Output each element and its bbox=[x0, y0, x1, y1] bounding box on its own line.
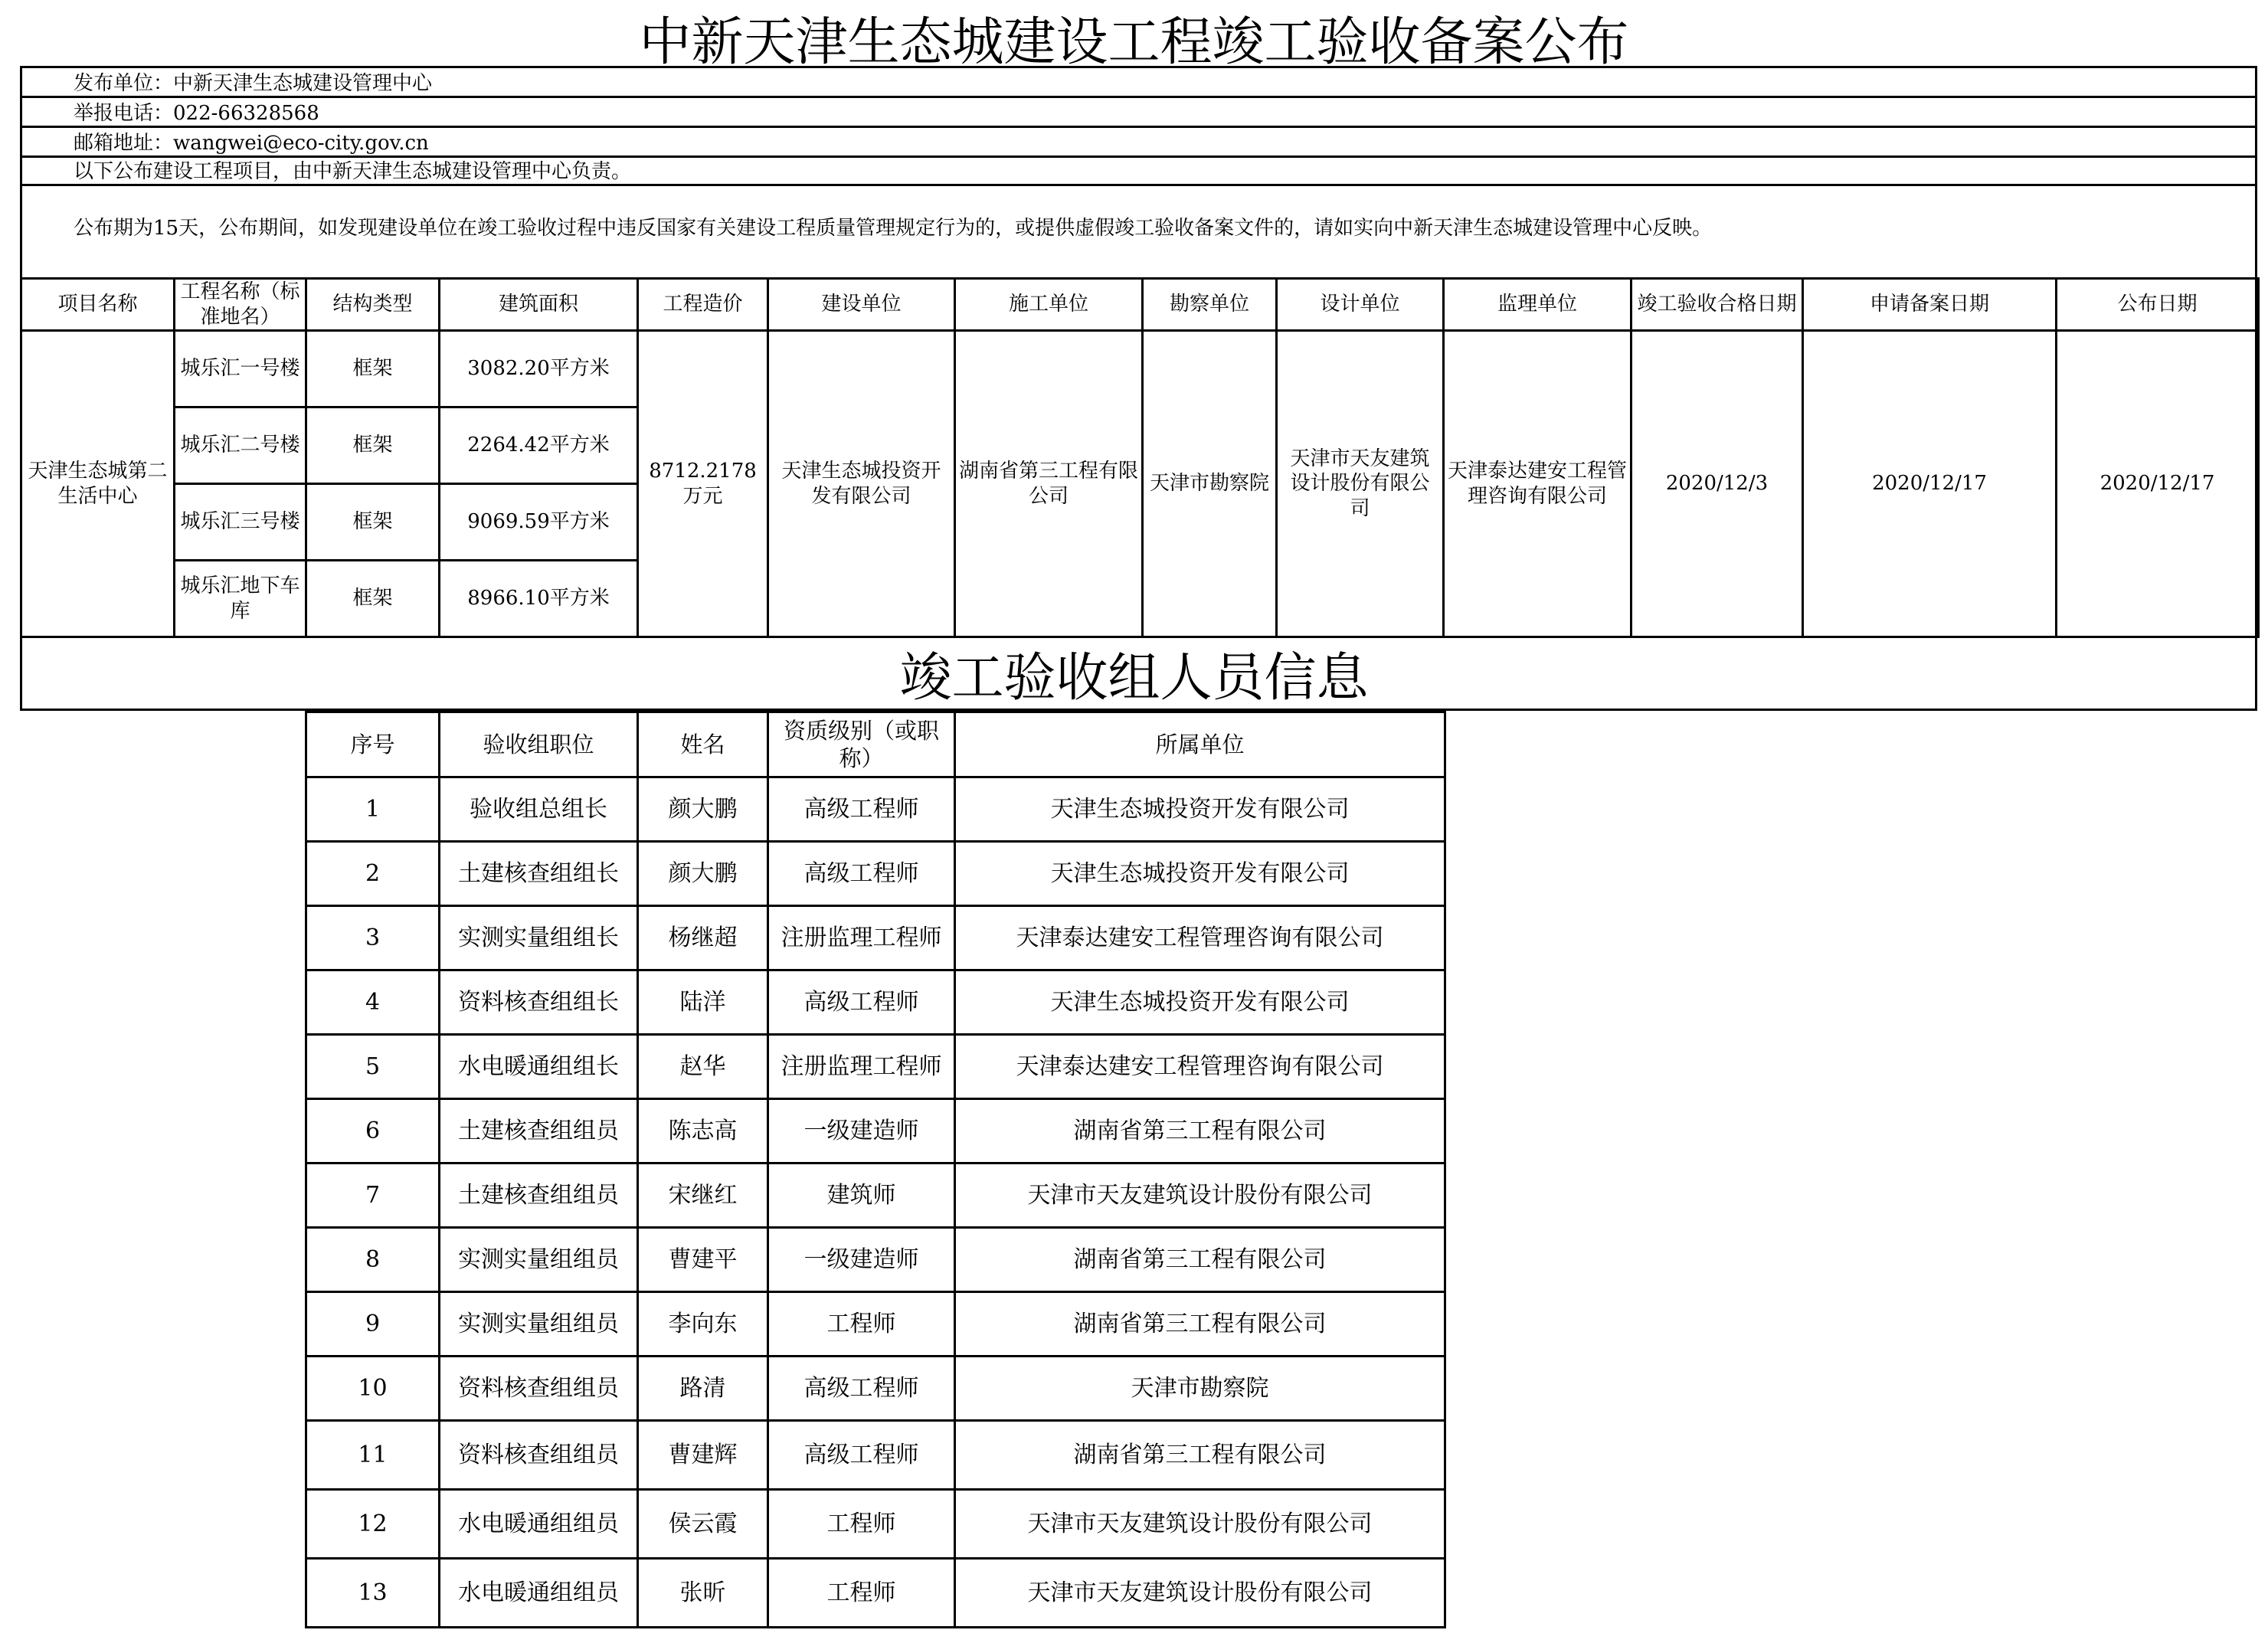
name-cell: 陆洋 bbox=[638, 970, 768, 1035]
staff-header-row bbox=[306, 712, 1445, 777]
position-cell: 水电暖通组组员 bbox=[440, 1490, 638, 1559]
divider bbox=[20, 126, 2257, 128]
filing-date-cell: 2020/12/17 bbox=[1803, 331, 2057, 637]
staff-table bbox=[305, 711, 1446, 1628]
organization-cell: 湖南省第三工程有限公司 bbox=[955, 1292, 1445, 1357]
header-cell: 勘察单位 bbox=[1143, 279, 1277, 331]
organization-cell: 天津市勘察院 bbox=[955, 1357, 1445, 1421]
header-cell: 建筑面积 bbox=[440, 279, 638, 331]
index-cell: 9 bbox=[306, 1292, 440, 1357]
structure-cell: 框架 bbox=[306, 407, 440, 484]
building-name-cell: 城乐汇地下车库 bbox=[175, 561, 306, 637]
index-cell: 4 bbox=[306, 970, 440, 1035]
staff-row bbox=[306, 970, 1445, 1035]
building-name-cell: 城乐汇一号楼 bbox=[175, 331, 306, 407]
organization-cell: 天津市天友建筑设计股份有限公司 bbox=[955, 1164, 1445, 1228]
divider bbox=[20, 96, 2257, 98]
position-cell: 资料核查组组员 bbox=[440, 1357, 638, 1421]
organization-cell: 天津市天友建筑设计股份有限公司 bbox=[955, 1559, 1445, 1628]
header-cell: 工程造价 bbox=[638, 279, 768, 331]
position-cell: 土建核查组组长 bbox=[440, 842, 638, 906]
cost-cell: 8712.2178万元 bbox=[638, 331, 768, 637]
staff-row bbox=[306, 1421, 1445, 1490]
area-cell: 3082.20平方米 bbox=[440, 331, 638, 407]
qualification-cell: 工程师 bbox=[768, 1490, 955, 1559]
staff-row bbox=[306, 1099, 1445, 1164]
name-cell: 侯云霞 bbox=[638, 1490, 768, 1559]
qualification-cell: 建筑师 bbox=[768, 1164, 955, 1228]
building-name-cell: 城乐汇三号楼 bbox=[175, 484, 306, 561]
publish-date-cell: 2020/12/17 bbox=[2057, 331, 2259, 637]
name-cell: 路清 bbox=[638, 1357, 768, 1421]
name-cell: 曹建辉 bbox=[638, 1421, 768, 1490]
header-cell: 公布日期 bbox=[2057, 279, 2259, 331]
project-header-row bbox=[21, 279, 2259, 331]
header-cell: 设计单位 bbox=[1277, 279, 1444, 331]
publisher-line: 发布单位：中新天津生态城建设管理中心 bbox=[74, 72, 433, 95]
staff-row bbox=[306, 1292, 1445, 1357]
staff-row bbox=[306, 777, 1445, 842]
building-name-cell: 城乐汇二号楼 bbox=[175, 407, 306, 484]
area-cell: 8966.10平方米 bbox=[440, 561, 638, 637]
header-cell: 建设单位 bbox=[768, 279, 955, 331]
qualification-cell: 注册监理工程师 bbox=[768, 1035, 955, 1099]
builder-cell: 天津生态城投资开发有限公司 bbox=[768, 331, 955, 637]
organization-cell: 湖南省第三工程有限公司 bbox=[955, 1421, 1445, 1490]
header-cell: 施工单位 bbox=[955, 279, 1143, 331]
index-cell: 12 bbox=[306, 1490, 440, 1559]
contractor-cell: 湖南省第三工程有限公司 bbox=[955, 331, 1143, 637]
structure-cell: 框架 bbox=[306, 484, 440, 561]
notice-text: 公布期为15天，公布期间，如发现建设单位在竣工验收过程中违反国家有关建设工程质量管理规定行为的，或提供虚假竣工验收备案文件的，请如实向中新天津生态城建设管理中心反映。 bbox=[74, 217, 1713, 240]
staff-row bbox=[306, 1228, 1445, 1292]
staff-row bbox=[306, 1490, 1445, 1559]
organization-cell: 天津生态城投资开发有限公司 bbox=[955, 777, 1445, 842]
header-cell: 序号 bbox=[306, 712, 440, 777]
qualification-cell: 高级工程师 bbox=[768, 842, 955, 906]
qualification-cell: 工程师 bbox=[768, 1292, 955, 1357]
qualification-cell: 一级建造师 bbox=[768, 1228, 955, 1292]
index-cell: 13 bbox=[306, 1559, 440, 1628]
acceptance-date-cell: 2020/12/3 bbox=[1631, 331, 1803, 637]
qualification-cell: 高级工程师 bbox=[768, 1357, 955, 1421]
header-cell: 工程名称（标准地名） bbox=[175, 279, 306, 331]
qualification-cell: 高级工程师 bbox=[768, 970, 955, 1035]
position-cell: 实测实量组组员 bbox=[440, 1292, 638, 1357]
structure-cell: 框架 bbox=[306, 331, 440, 407]
header-cell: 资质级别（或职称） bbox=[768, 712, 955, 777]
page-title: 中新天津生态城建设工程竣工验收备案公布 bbox=[639, 12, 1629, 73]
index-cell: 6 bbox=[306, 1099, 440, 1164]
staff-row bbox=[306, 1035, 1445, 1099]
divider bbox=[20, 155, 2257, 158]
staff-row bbox=[306, 1164, 1445, 1228]
project-table bbox=[20, 277, 2260, 638]
name-cell: 曹建平 bbox=[638, 1228, 768, 1292]
name-cell: 李向东 bbox=[638, 1292, 768, 1357]
staff-row bbox=[306, 906, 1445, 970]
organization-cell: 湖南省第三工程有限公司 bbox=[955, 1099, 1445, 1164]
staff-row bbox=[306, 1559, 1445, 1628]
header-cell: 所属单位 bbox=[955, 712, 1445, 777]
organization-cell: 天津泰达建安工程管理咨询有限公司 bbox=[955, 1035, 1445, 1099]
name-cell: 颜大鹏 bbox=[638, 777, 768, 842]
staff-row bbox=[306, 842, 1445, 906]
divider bbox=[20, 184, 2257, 186]
position-cell: 实测实量组组员 bbox=[440, 1228, 638, 1292]
index-cell: 5 bbox=[306, 1035, 440, 1099]
position-cell: 资料核查组组长 bbox=[440, 970, 638, 1035]
project-name-cell: 天津生态城第二生活中心 bbox=[21, 331, 175, 637]
header-cell: 监理单位 bbox=[1444, 279, 1631, 331]
staff-row bbox=[306, 1357, 1445, 1421]
organization-cell: 天津生态城投资开发有限公司 bbox=[955, 970, 1445, 1035]
staff-section-title: 竣工验收组人员信息 bbox=[899, 648, 1369, 709]
name-cell: 陈志高 bbox=[638, 1099, 768, 1164]
qualification-cell: 工程师 bbox=[768, 1559, 955, 1628]
organization-cell: 天津泰达建安工程管理咨询有限公司 bbox=[955, 906, 1445, 970]
name-cell: 颜大鹏 bbox=[638, 842, 768, 906]
qualification-cell: 高级工程师 bbox=[768, 777, 955, 842]
header-cell: 项目名称 bbox=[21, 279, 175, 331]
header-cell: 竣工验收合格日期 bbox=[1631, 279, 1803, 331]
qualification-cell: 高级工程师 bbox=[768, 1421, 955, 1490]
position-cell: 水电暖通组组员 bbox=[440, 1559, 638, 1628]
index-cell: 2 bbox=[306, 842, 440, 906]
structure-cell: 框架 bbox=[306, 561, 440, 637]
responsibility-line: 以下公布建设工程项目，由中新天津生态城建设管理中心负责。 bbox=[74, 160, 632, 183]
position-cell: 资料核查组组员 bbox=[440, 1421, 638, 1490]
index-cell: 10 bbox=[306, 1357, 440, 1421]
header-cell: 验收组职位 bbox=[440, 712, 638, 777]
header-cell: 结构类型 bbox=[306, 279, 440, 331]
supervisor-cell: 天津泰达建安工程管理咨询有限公司 bbox=[1444, 331, 1631, 637]
position-cell: 实测实量组组长 bbox=[440, 906, 638, 970]
qualification-cell: 一级建造师 bbox=[768, 1099, 955, 1164]
hotline-line: 举报电话：022-66328568 bbox=[74, 102, 319, 125]
staff-table-body bbox=[306, 777, 1445, 1628]
index-cell: 11 bbox=[306, 1421, 440, 1490]
header-cell: 申请备案日期 bbox=[1803, 279, 2057, 331]
header-cell: 姓名 bbox=[638, 712, 768, 777]
name-cell: 张昕 bbox=[638, 1559, 768, 1628]
building-row bbox=[21, 331, 2259, 407]
area-cell: 2264.42平方米 bbox=[440, 407, 638, 484]
index-cell: 1 bbox=[306, 777, 440, 842]
name-cell: 赵华 bbox=[638, 1035, 768, 1099]
designer-cell: 天津市天友建筑设计股份有限公司 bbox=[1277, 331, 1444, 637]
organization-cell: 天津生态城投资开发有限公司 bbox=[955, 842, 1445, 906]
area-cell: 9069.59平方米 bbox=[440, 484, 638, 561]
index-cell: 3 bbox=[306, 906, 440, 970]
organization-cell: 天津市天友建筑设计股份有限公司 bbox=[955, 1490, 1445, 1559]
email-line: 邮箱地址：wangwei@eco-city.gov.cn bbox=[74, 132, 429, 155]
qualification-cell: 注册监理工程师 bbox=[768, 906, 955, 970]
name-cell: 宋继红 bbox=[638, 1164, 768, 1228]
surveyor-cell: 天津市勘察院 bbox=[1143, 331, 1277, 637]
index-cell: 8 bbox=[306, 1228, 440, 1292]
name-cell: 杨继超 bbox=[638, 906, 768, 970]
index-cell: 7 bbox=[306, 1164, 440, 1228]
organization-cell: 湖南省第三工程有限公司 bbox=[955, 1228, 1445, 1292]
position-cell: 水电暖通组组长 bbox=[440, 1035, 638, 1099]
position-cell: 土建核查组组员 bbox=[440, 1099, 638, 1164]
position-cell: 验收组总组长 bbox=[440, 777, 638, 842]
position-cell: 土建核查组组员 bbox=[440, 1164, 638, 1228]
